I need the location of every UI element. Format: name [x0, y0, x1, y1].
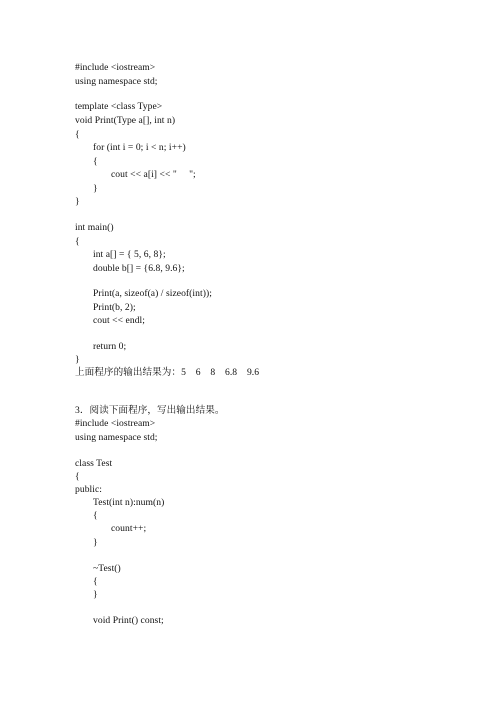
code-line-print-signature: void Print(Type a[], int n): [75, 115, 176, 126]
code-line-brace-open: {: [93, 156, 98, 167]
code-line-constructor: Test(int n):num(n): [93, 497, 165, 508]
code-line-cout: cout << a[i] << " ";: [111, 169, 196, 180]
code-line-brace-close: }: [75, 196, 80, 207]
code-line-public-label: public:: [75, 484, 102, 495]
code-line-include: #include <iostream>: [75, 418, 156, 429]
code-line-brace-open: {: [75, 236, 80, 247]
code-line-print-a: Print(a, sizeof(a) / sizeof(int));: [93, 288, 212, 299]
code-line-brace-open: {: [93, 510, 98, 521]
code-line-include: #include <iostream>: [75, 62, 156, 73]
code-line-using: using namespace std;: [75, 432, 158, 443]
code-line-for-loop: for (int i = 0; i < n; i++): [93, 142, 186, 153]
code-line-main-signature: int main(): [75, 222, 114, 233]
code-line-brace-open: {: [93, 576, 98, 587]
code-line-destructor: ~Test(): [93, 563, 121, 574]
code-line-brace-close: }: [93, 183, 98, 194]
code-line-class-decl: class Test: [75, 458, 113, 469]
code-line-brace-close: }: [93, 537, 98, 548]
code-line-brace-close: }: [93, 589, 98, 600]
code-line-print-declaration: void Print() const;: [93, 615, 164, 626]
code-line-double-array: double b[] = {6.8, 9.6};: [93, 263, 185, 274]
answer-text: 上面程序的输出结果为：5 6 8 6.8 9.6: [75, 367, 260, 378]
section-heading: 3．阅读下面程序，写出输出结果。: [75, 405, 225, 416]
code-line-using: using namespace std;: [75, 76, 158, 87]
code-line-int-array: int a[] = { 5, 6, 8};: [93, 249, 166, 260]
code-line-print-b: Print(b, 2);: [93, 302, 136, 313]
code-line-brace-open: {: [75, 129, 80, 140]
code-line-brace-open: {: [75, 471, 80, 482]
code-line-count-increment: count++;: [111, 523, 147, 534]
code-line-cout-endl: cout << endl;: [93, 315, 145, 326]
code-line-template: template <class Type>: [75, 101, 163, 112]
code-line-brace-close: }: [75, 354, 80, 365]
code-line-return: return 0;: [93, 341, 127, 352]
